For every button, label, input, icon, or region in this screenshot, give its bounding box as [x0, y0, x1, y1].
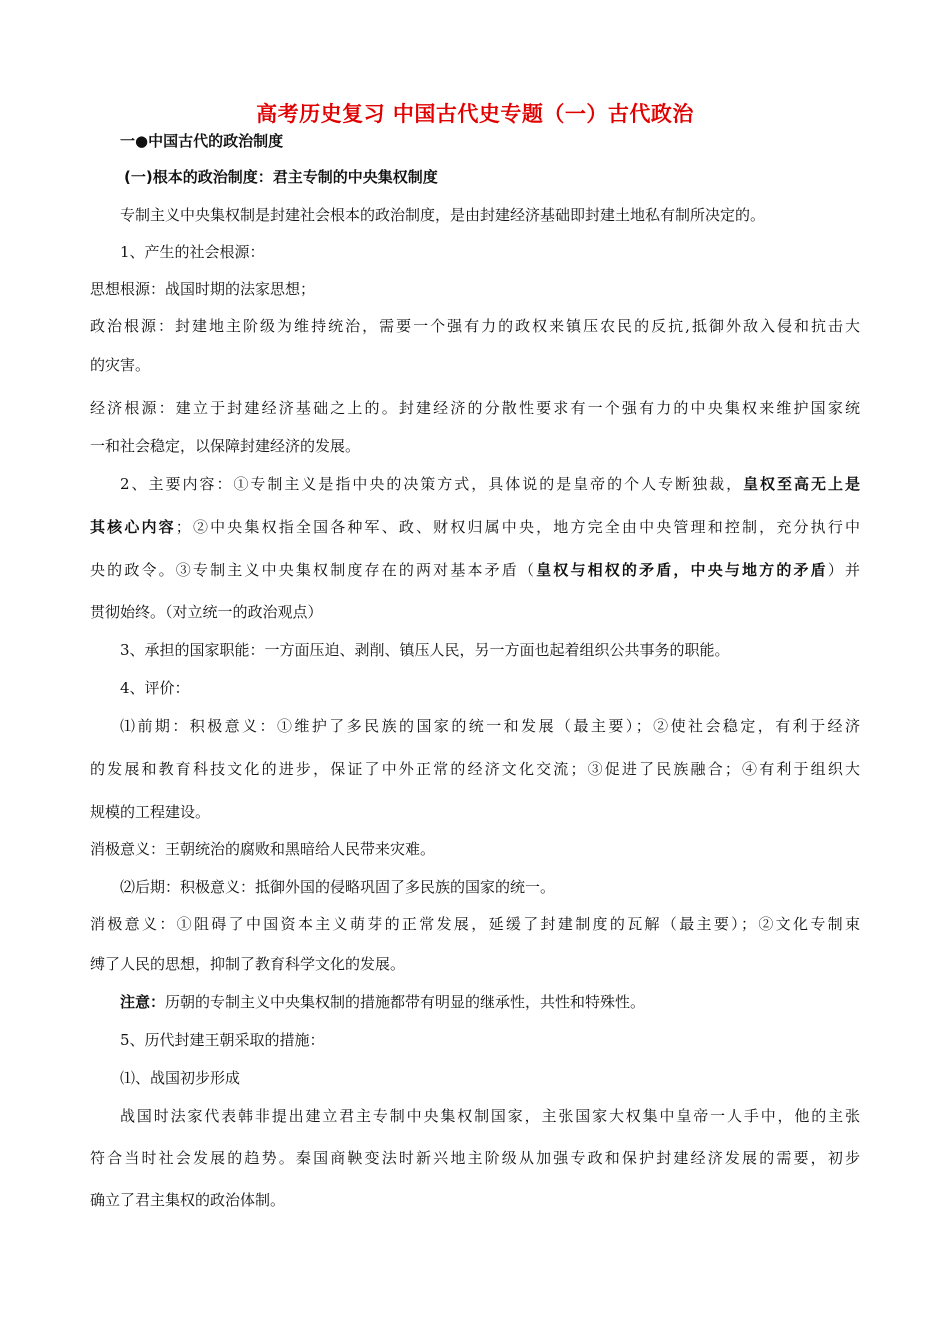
p5-heading: 5、历代封建王朝采取的措施： [120, 1031, 325, 1049]
p2-emphasis: 皇权至高无上是 [743, 475, 860, 493]
p4-line-b: 消极意义：王朝统治的腐败和黑暗给人民带来灾难。 [90, 840, 436, 858]
p5-line-a: ⑴、战国初步形成 [120, 1069, 241, 1087]
p4-line-a1: ⑴前期：积极意义：①维护了多民族的国家的统一和发展（最主要）；②使社会稳定，有利于经济 [120, 717, 860, 735]
note-text: 历朝的专制主义中央集权制的措施都带有明显的继承性，共性和特殊性。 [165, 993, 646, 1011]
p2-text: ）并 [827, 561, 860, 579]
p4-line-d1: 消极意义：①阻碍了中国资本主义萌芽的正常发展，延缓了封建制度的瓦解（最主要）；②文化专制束 [90, 915, 860, 933]
p1-line-a: 思想根源：战国时期的法家思想； [90, 280, 316, 298]
p4-line-d2: 缚了人民的思想，抑制了教育科学文化的发展。 [90, 955, 406, 973]
p4-heading: 4、评价： [120, 679, 190, 697]
p4-line-a2: 的发展和教育科技文化的进步，保证了中外正常的经济文化交流；③促进了民族融合；④有利于组织大 [90, 760, 860, 778]
section-heading: 一●中国古代的政治制度 [120, 132, 284, 150]
p1-line-b1: 政治根源：封建地主阶级为维持统治，需要一个强有力的政权来镇压农民的反抗,抵御外敌入侵和抗击大 [90, 317, 860, 335]
p1-line-c1: 经济根源：建立于封建经济基础之上的。封建经济的分散性要求有一个强有力的中央集权来维护国家统 [90, 399, 860, 417]
p4-line-c: ⑵后期：积极意义：抵御外国的侵略巩固了多民族的国家的统一。 [120, 878, 556, 896]
p1-line-b2: 的灾害。 [90, 356, 151, 374]
intro-paragraph: 专制主义中央集权制是封建社会根本的政治制度，是由封建经济基础即封建土地私有制所决定的。 [120, 206, 766, 224]
p1-line-c2: 一和社会稳定，以保障封建经济的发展。 [90, 437, 361, 455]
p2-text: 2、主要内容：①专制主义是指中央的决策方式，具体说的是皇帝的个人专断独裁， [120, 475, 744, 493]
p2-text: 央的政令。③专制主义中央集权制度存在的两对基本矛盾（ [90, 561, 537, 579]
p2-emphasis: 其核心内容 [90, 518, 176, 536]
p5-line-b2: 符合当时社会发展的趋势。秦国商鞅变法时新兴地主阶级从加强专政和保护封建经济发展的需要，初步 [90, 1149, 860, 1167]
p2-line-2 [90, 517, 860, 537]
note-label: 注意： [120, 993, 166, 1011]
p2-line-1 [120, 474, 860, 494]
p5-line-b1: 战国时法家代表韩非提出建立君主专制中央集权制国家，主张国家大权集中皇帝一人手中，他的主张 [120, 1107, 860, 1125]
p3-paragraph: 3、承担的国家职能：一方面压迫、剥削、镇压人民，另一方面也起着组织公共事务的职能。 [120, 641, 730, 659]
document-title: 高考历史复习 中国古代史专题（一）古代政治 [256, 102, 694, 126]
p2-text: ；②中央集权指全国各种军、政、财权归属中央，地方完全由中央管理和控制，充分执行中 [175, 518, 860, 536]
p2-line-4: 贯彻始终。（对立统一的政治观点） [90, 603, 323, 621]
p2-line-3 [90, 560, 860, 580]
subsection-heading: (一)根本的政治制度：君主专制的中央集权制度 [124, 168, 438, 186]
p2-emphasis: 皇权与相权的矛盾，中央与地方的矛盾 [536, 561, 828, 579]
note-line [120, 992, 890, 1012]
p4-line-a3: 规模的工程建设。 [90, 803, 211, 821]
p5-line-b3: 确立了君主集权的政治体制。 [90, 1191, 286, 1209]
p1-heading: 1、产生的社会根源： [120, 243, 265, 261]
